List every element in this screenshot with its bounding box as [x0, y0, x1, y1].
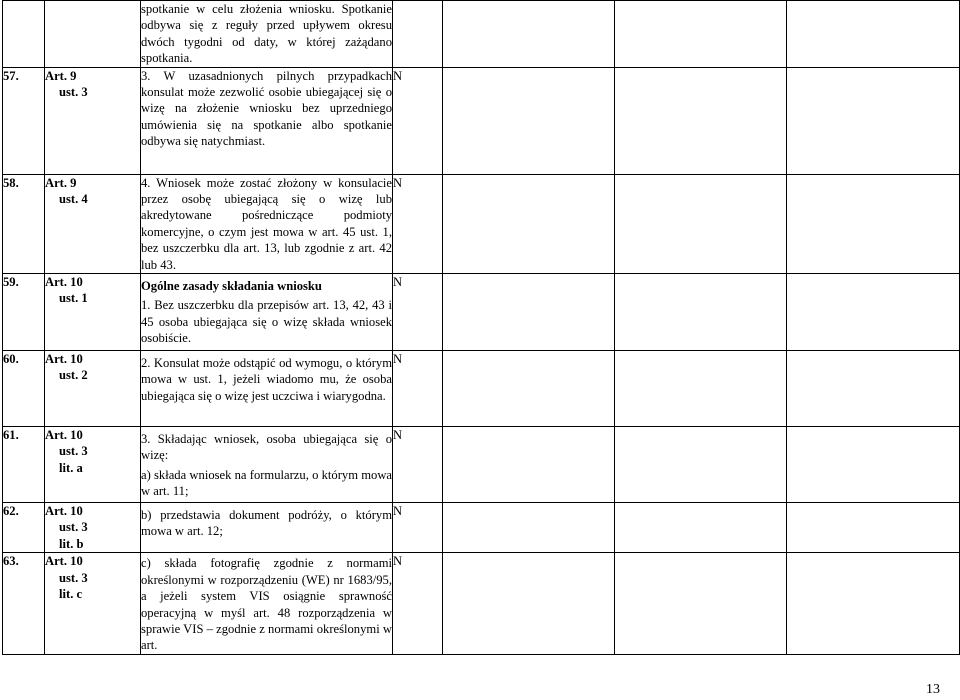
- provision-text: a) składa wniosek na formularzu, o którym mowa w art. 11;: [141, 467, 392, 499]
- row-number: 58.: [3, 174, 45, 273]
- empty-cell: [787, 503, 960, 553]
- article-ref: Art. 10: [45, 352, 83, 367]
- empty-cell: [615, 1, 787, 68]
- type-marker: N: [393, 503, 443, 553]
- provision-text: 2. Konsulat może odstąpić od wymogu, o którym mowa w ust. 1, jeżeli wiadomo mu, że osoba ubiegająca się o wizę jest uczciwa i wiarygodna.: [141, 356, 392, 403]
- row-number: 62.: [3, 503, 45, 553]
- row-number: 60.: [3, 351, 45, 427]
- type-marker: N: [393, 174, 443, 273]
- table-row: [3, 67, 960, 174]
- article-paragraph: ust. 4: [59, 192, 88, 207]
- page-number: 13: [926, 682, 940, 697]
- empty-cell: [787, 351, 960, 427]
- text-cell: [141, 427, 393, 503]
- type-cell: [393, 1, 443, 68]
- provision-text: c) składa fotografię zgodnie z normami określonymi w rozporządzeniu (WE) nr 1683/95, a jeżeli system VIS osiągnie sprawność operacyjną w myśl art. 48 rozporządzenia w sprawie VIS – zgodnie z normami określonymi w art.: [141, 556, 392, 653]
- article-ref: Art. 10: [45, 275, 83, 290]
- empty-cell: [787, 1, 960, 68]
- empty-cell: [615, 67, 787, 174]
- article-cell: [45, 274, 141, 351]
- article-paragraph: ust. 1: [59, 291, 88, 306]
- text-cell: [141, 274, 393, 351]
- empty-cell: [443, 351, 615, 427]
- table-row: [3, 351, 960, 427]
- article-paragraph: ust. 3: [59, 520, 88, 535]
- section-heading: Ogólne zasady składania wniosku: [141, 279, 322, 294]
- provision-text: 4. Wniosek może zostać złożony w konsulacie przez osobę ubiegającą się o wizę lub akredytowane pośredniczące podmioty komercyjne, o czym jest mowa w art. 45 ust. 1, bez uszczerbku dla art. 13, lub zgodnie z art. 42 lub 43.: [141, 175, 392, 272]
- article-cell: [45, 174, 141, 273]
- empty-cell: [443, 1, 615, 68]
- table-row: [3, 427, 960, 503]
- text-cell: [141, 351, 393, 427]
- article-letter: lit. b: [59, 536, 84, 551]
- empty-cell: [787, 553, 960, 654]
- article-paragraph: ust. 3: [59, 85, 88, 100]
- document-table: [2, 0, 960, 655]
- type-marker: N: [393, 427, 443, 503]
- table-row: [3, 553, 960, 654]
- row-number: 61.: [3, 427, 45, 503]
- article-letter: lit. c: [59, 587, 83, 602]
- row-number-cell: [3, 1, 45, 68]
- empty-cell: [443, 427, 615, 503]
- empty-cell: [787, 174, 960, 273]
- empty-cell: [615, 274, 787, 351]
- text-cell: [141, 553, 393, 654]
- empty-cell: [443, 174, 615, 273]
- article-paragraph: ust. 3: [59, 570, 88, 585]
- table-row: [3, 274, 960, 351]
- article-paragraph: ust. 2: [59, 368, 88, 383]
- article-letter: lit. a: [59, 460, 83, 475]
- article-ref: Art. 10: [45, 554, 83, 569]
- row-number: 59.: [3, 274, 45, 351]
- provision-text: b) przedstawia dokument podróży, o którym mowa w art. 12;: [141, 508, 392, 539]
- empty-cell: [443, 67, 615, 174]
- empty-cell: [787, 427, 960, 503]
- empty-cell: [443, 503, 615, 553]
- article-ref: Art. 10: [45, 428, 83, 443]
- provision-text: 3. W uzasadnionych pilnych przypadkach konsulat może zezwolić osobie ubiegającej się o wizę na złożenie wniosku bez uprzedniego umówienia się na spotkanie albo spotkanie odbywa się natychmiast.: [141, 68, 392, 149]
- type-marker: N: [393, 351, 443, 427]
- type-marker: N: [393, 274, 443, 351]
- provision-text: 1. Bez uszczerbku dla przepisów art. 13, 42, 43 i 45 osoba ubiegająca się o wizę składa wniosek osobiście.: [141, 298, 392, 346]
- row-number: 57.: [3, 67, 45, 174]
- text-cell: [141, 174, 393, 273]
- article-cell: [45, 503, 141, 553]
- article-cell: [45, 351, 141, 427]
- empty-cell: [615, 503, 787, 553]
- type-marker: N: [393, 67, 443, 174]
- article-cell: [45, 1, 141, 68]
- article-cell: [45, 553, 141, 654]
- article-cell: [45, 67, 141, 174]
- empty-cell: [787, 274, 960, 351]
- article-paragraph: ust. 3: [59, 444, 88, 459]
- text-cell: [141, 503, 393, 553]
- article-ref: Art. 10: [45, 504, 83, 519]
- text-cell: [141, 1, 393, 68]
- table-row: [3, 503, 960, 553]
- table-row: [3, 174, 960, 273]
- table-row: [3, 1, 960, 68]
- empty-cell: [615, 174, 787, 273]
- empty-cell: [615, 351, 787, 427]
- row-number: 63.: [3, 553, 45, 654]
- empty-cell: [615, 427, 787, 503]
- empty-cell: [615, 553, 787, 654]
- empty-cell: [443, 553, 615, 654]
- empty-cell: [787, 67, 960, 174]
- text-cell: [141, 67, 393, 174]
- provision-text: 3. Składając wniosek, osoba ubiegająca się o wizę:: [141, 432, 392, 463]
- provision-text: spotkanie w celu złożenia wniosku. Spotkanie odbywa się z reguły przed upływem okresu dwóch tygodni od daty, w której zażądano spotkania.: [141, 2, 392, 66]
- article-cell: [45, 427, 141, 503]
- article-ref: Art. 9: [45, 175, 77, 190]
- article-ref: Art. 9: [45, 68, 77, 83]
- empty-cell: [443, 274, 615, 351]
- table-body: [3, 1, 960, 655]
- type-marker: N: [393, 553, 443, 654]
